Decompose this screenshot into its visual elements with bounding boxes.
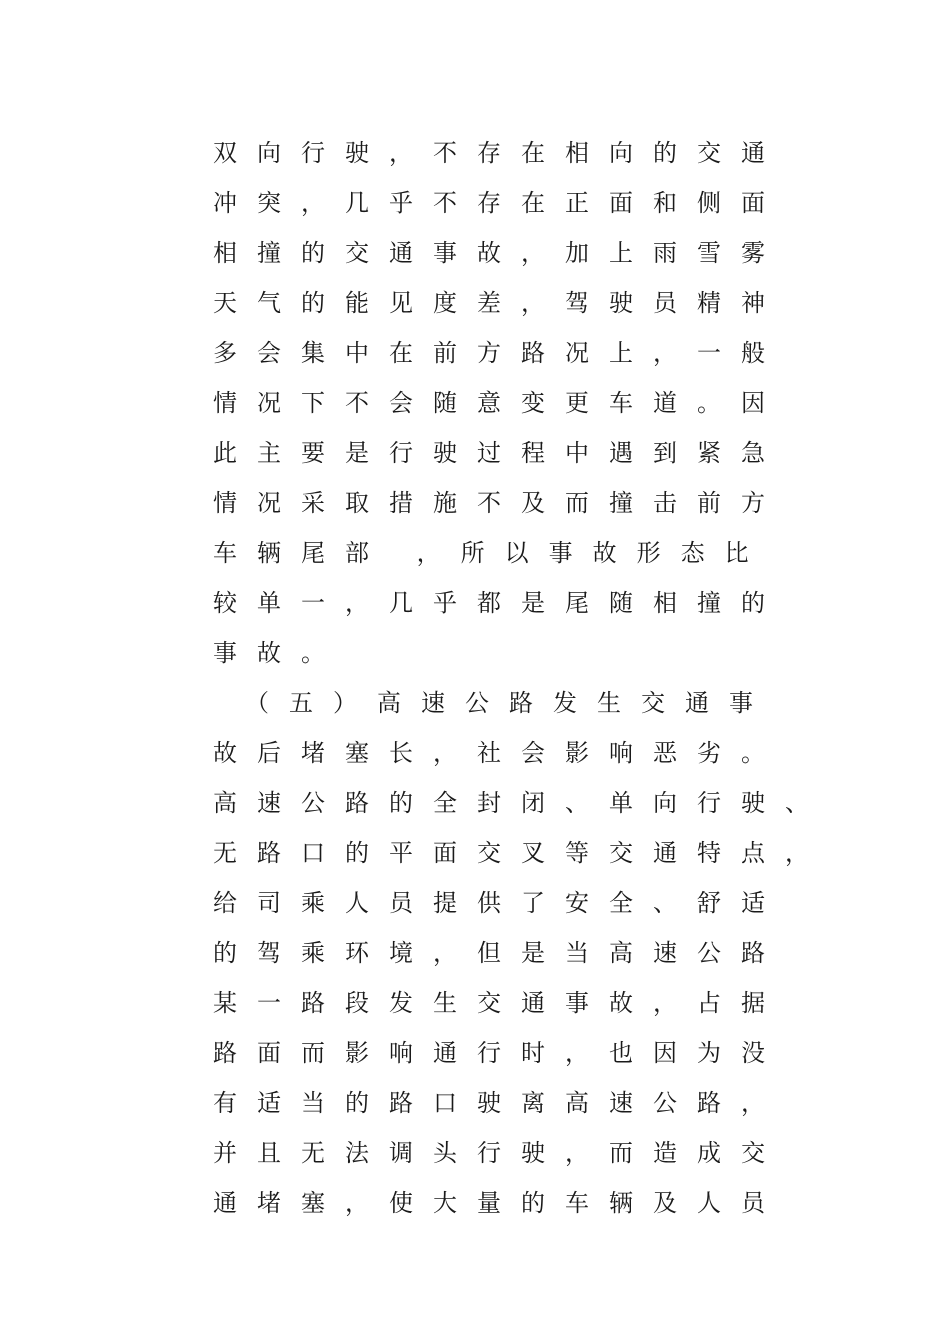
text-line: 的驾乘环境，但是当高速公路: [213, 939, 785, 967]
section-heading-line: （五）高速公路发生交通事: [213, 689, 773, 717]
text-line: 较单一，几乎都是尾随相撞的: [213, 589, 785, 617]
text-line: 路面而影响通行时，也因为没: [213, 1039, 785, 1067]
body-text: [213, 128, 833, 1228]
text-line: 某一路段发生交通事故，占据: [213, 989, 785, 1017]
text-line: 并且无法调头行驶，而造成交: [213, 1139, 785, 1167]
text-line: 情况采取措施不及而撞击前方: [213, 489, 785, 517]
text-line: 高速公路的全封闭、单向行驶、: [213, 789, 829, 817]
text-line: 双向行驶，不存在相向的交通: [213, 139, 785, 167]
text-line: 给司乘人员提供了安全、舒适: [213, 889, 785, 917]
text-line: 有适当的路口驶离高速公路，: [213, 1089, 785, 1117]
text-line: 车辆尾部 ，所以事故形态比: [213, 539, 769, 567]
text-line: 天气的能见度差，驾驶员精神: [213, 289, 785, 317]
text-line: 相撞的交通事故，加上雨雪雾: [213, 239, 785, 267]
text-line: 通堵塞，使大量的车辆及人员: [213, 1189, 785, 1217]
text-line: 冲突，几乎不存在正面和侧面: [213, 189, 785, 217]
text-line: 故后堵塞长，社会影响恶劣。: [213, 739, 785, 767]
text-line: 情况下不会随意变更车道。因: [213, 389, 785, 417]
text-line: 无路口的平面交叉等交通特点，: [213, 839, 829, 867]
text-line: 事故。: [213, 639, 345, 667]
text-line: 此主要是行驶过程中遇到紧急: [213, 439, 785, 467]
text-line: 多会集中在前方路况上，一般: [213, 339, 785, 367]
